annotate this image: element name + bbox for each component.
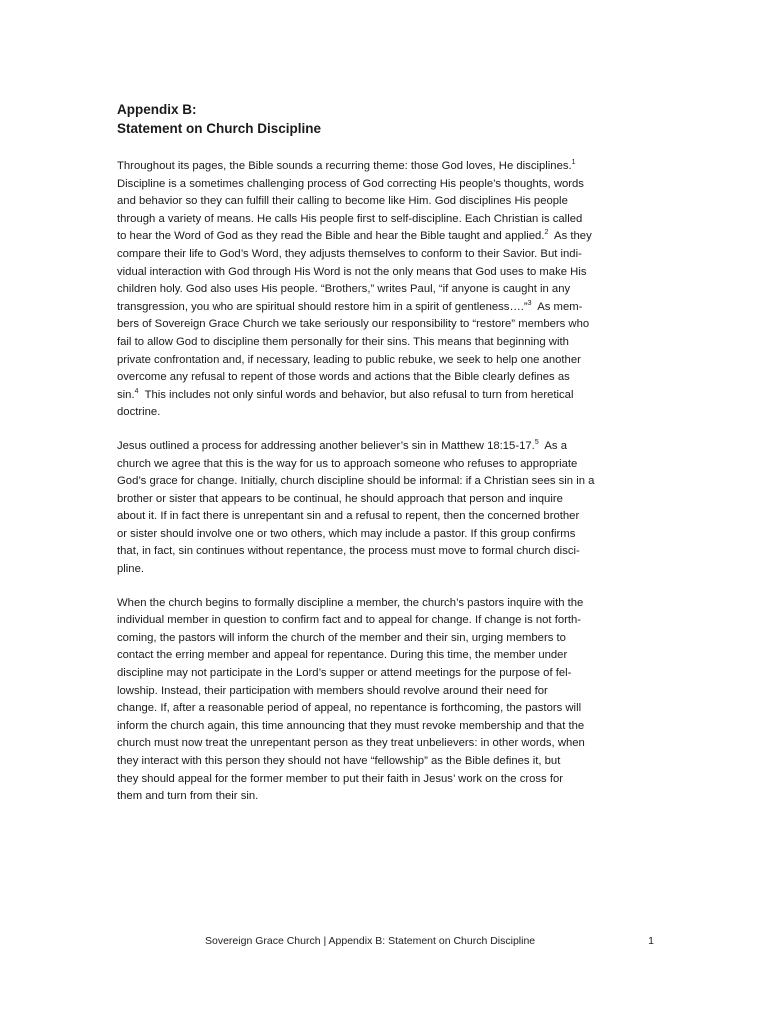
text-line — [117, 473, 657, 491]
line-text: through a variety of means. He calls His people first to self-discipline. Each Christian is called — [117, 212, 583, 225]
line-text: bers of Sovereign Grace Church we take seriously our responsibility to “restore” members who — [117, 318, 590, 331]
line-text: change. If, after a reasonable period of appeal, no repentance is forthcoming, the pastors will — [117, 702, 582, 715]
text-line — [117, 299, 657, 317]
line-text: to hear the Word of God as they read the Bible and hear the Bible taught and applied. — [117, 230, 545, 243]
text-line — [117, 387, 657, 405]
text-line — [117, 176, 657, 194]
text-line — [117, 508, 657, 526]
page-number: 1 — [648, 935, 654, 947]
line-text: lowship. Instead, their participation with members should revolve around their need for — [117, 684, 548, 697]
line-text: them and turn from their sin. — [117, 790, 259, 803]
line-text: they interact with this person they should not have “fellowship” as the Bible defines it, but — [117, 755, 561, 767]
line-text-continued: This includes not only sinful words and behavior, but also refusal to turn from heretical — [138, 388, 574, 401]
line-text: church must now treat the unrepentant person as they treat unbelievers: in other words, when — [117, 737, 585, 750]
text-line — [117, 718, 657, 736]
text-line — [117, 595, 657, 613]
line-text: contact the erring member and appeal for repentance. During this time, the member under — [117, 649, 568, 662]
text-line — [117, 193, 657, 211]
text-line — [117, 281, 657, 299]
line-text: individual member in question to confirm fact and to appeal for change. If change is not forth- — [117, 614, 582, 627]
paragraph — [117, 595, 657, 806]
line-text: Throughout its pages, the Bible sounds a recurring theme: those God loves, He disciplines. — [117, 160, 572, 172]
line-text: sin. — [117, 388, 135, 401]
text-line — [117, 316, 657, 334]
footnote-marker[interactable]: 4 — [134, 387, 139, 395]
text-line — [117, 491, 657, 509]
text-line — [117, 369, 657, 387]
line-text: that, in fact, sin continues without repentance, the process must move to formal church disci- — [117, 545, 580, 558]
text-line — [117, 788, 657, 806]
line-text: doctrine. — [117, 406, 161, 419]
line-text: private confrontation and, if necessary, leading to public rebuke, we seek to help one another — [117, 353, 581, 366]
line-text: pline. — [117, 563, 145, 576]
footnote-marker[interactable]: 1 — [571, 159, 576, 166]
text-line — [117, 246, 657, 264]
line-text: overcome any refusal to repent of those words and actions that the Bible clearly defines as — [117, 371, 570, 384]
line-text: brother or sister that appears to be continual, he should approach that person and inquire — [117, 492, 563, 505]
text-line — [117, 228, 657, 246]
line-text: Discipline is a sometimes challenging process of God correcting His people’s thoughts, words — [117, 177, 584, 190]
line-text: inform the church again, this time announcing that they must revoke membership and that the — [117, 719, 585, 732]
line-text: about it. If in fact there is unrepentant sin and a refusal to repent, then the concerned brother — [117, 510, 580, 523]
line-text: God’s grace for change. Initially, church discipline should be informal: if a Christian sees sin in a — [117, 475, 595, 488]
title-line-1: Appendix B: — [117, 102, 197, 117]
text-line — [117, 158, 657, 176]
body-text — [117, 158, 657, 806]
footnote-marker[interactable]: 2 — [544, 229, 549, 237]
line-text: children holy. God also uses His people. “Brothers,” writes Paul, “if anyone is caught in any — [117, 283, 571, 296]
footer-text: Sovereign Grace Church | Appendix B: Statement on Church Discipline — [205, 935, 536, 947]
line-text: discipline may not participate in the Lord’s supper or attend meetings for the purpose of fel- — [117, 667, 572, 680]
line-text: church we agree that this is the way for us to approach someone who refuses to appropriate — [117, 457, 578, 470]
text-line — [117, 647, 657, 665]
text-line — [117, 735, 657, 753]
text-line — [117, 456, 657, 474]
text-line — [117, 753, 657, 771]
line-text: transgression, you who are spiritual should restore him in a spirit of gentleness….” — [117, 300, 528, 313]
text-line — [117, 665, 657, 683]
line-text: When the church begins to formally discipline a member, the church’s pastors inquire with the — [117, 596, 584, 609]
line-text: and behavior so they can fulfill their calling to become like Him. God disciplines His people — [117, 195, 568, 208]
line-text: vidual interaction with God through His Word is not the only means that God uses to make His — [117, 265, 587, 278]
title-line-2: Statement on Church Discipline — [117, 121, 322, 136]
paragraph — [117, 158, 657, 422]
line-text: they should appeal for the former member to put their faith in Jesus’ work on the cross for — [117, 772, 564, 785]
page-title — [117, 100, 657, 138]
text-line — [117, 264, 657, 282]
line-text: coming, the pastors will inform the church of the member and their sin, urging members to — [117, 631, 566, 644]
document-page — [117, 100, 657, 822]
text-line — [117, 561, 657, 579]
text-line — [117, 404, 657, 422]
text-line — [117, 543, 657, 561]
paragraph — [117, 438, 657, 579]
text-line — [117, 334, 657, 352]
text-line — [117, 612, 657, 630]
footnote-marker[interactable]: 3 — [527, 299, 532, 307]
text-line — [117, 700, 657, 718]
text-line — [117, 771, 657, 789]
line-text: fail to allow God to discipline them personally for their sins. This means that beginning with — [117, 335, 569, 348]
text-line — [117, 211, 657, 229]
line-text: or sister should involve one or two others, which may include a pastor. If this group confirms — [117, 527, 576, 540]
line-text-continued: As they — [548, 230, 592, 243]
line-text-continued: As mem- — [531, 300, 583, 313]
text-line — [117, 526, 657, 544]
text-line — [117, 630, 657, 648]
line-text: Jesus outlined a process for addressing another believer’s sin in Matthew 18:15-17. — [117, 439, 535, 452]
text-line — [117, 683, 657, 701]
text-line — [117, 438, 657, 456]
line-text: compare their life to God’s Word, they adjusts themselves to conform to their Savior. But indi- — [117, 247, 582, 260]
text-line — [117, 352, 657, 370]
footnote-marker[interactable]: 5 — [534, 438, 539, 446]
line-text-continued: As a — [538, 439, 567, 452]
